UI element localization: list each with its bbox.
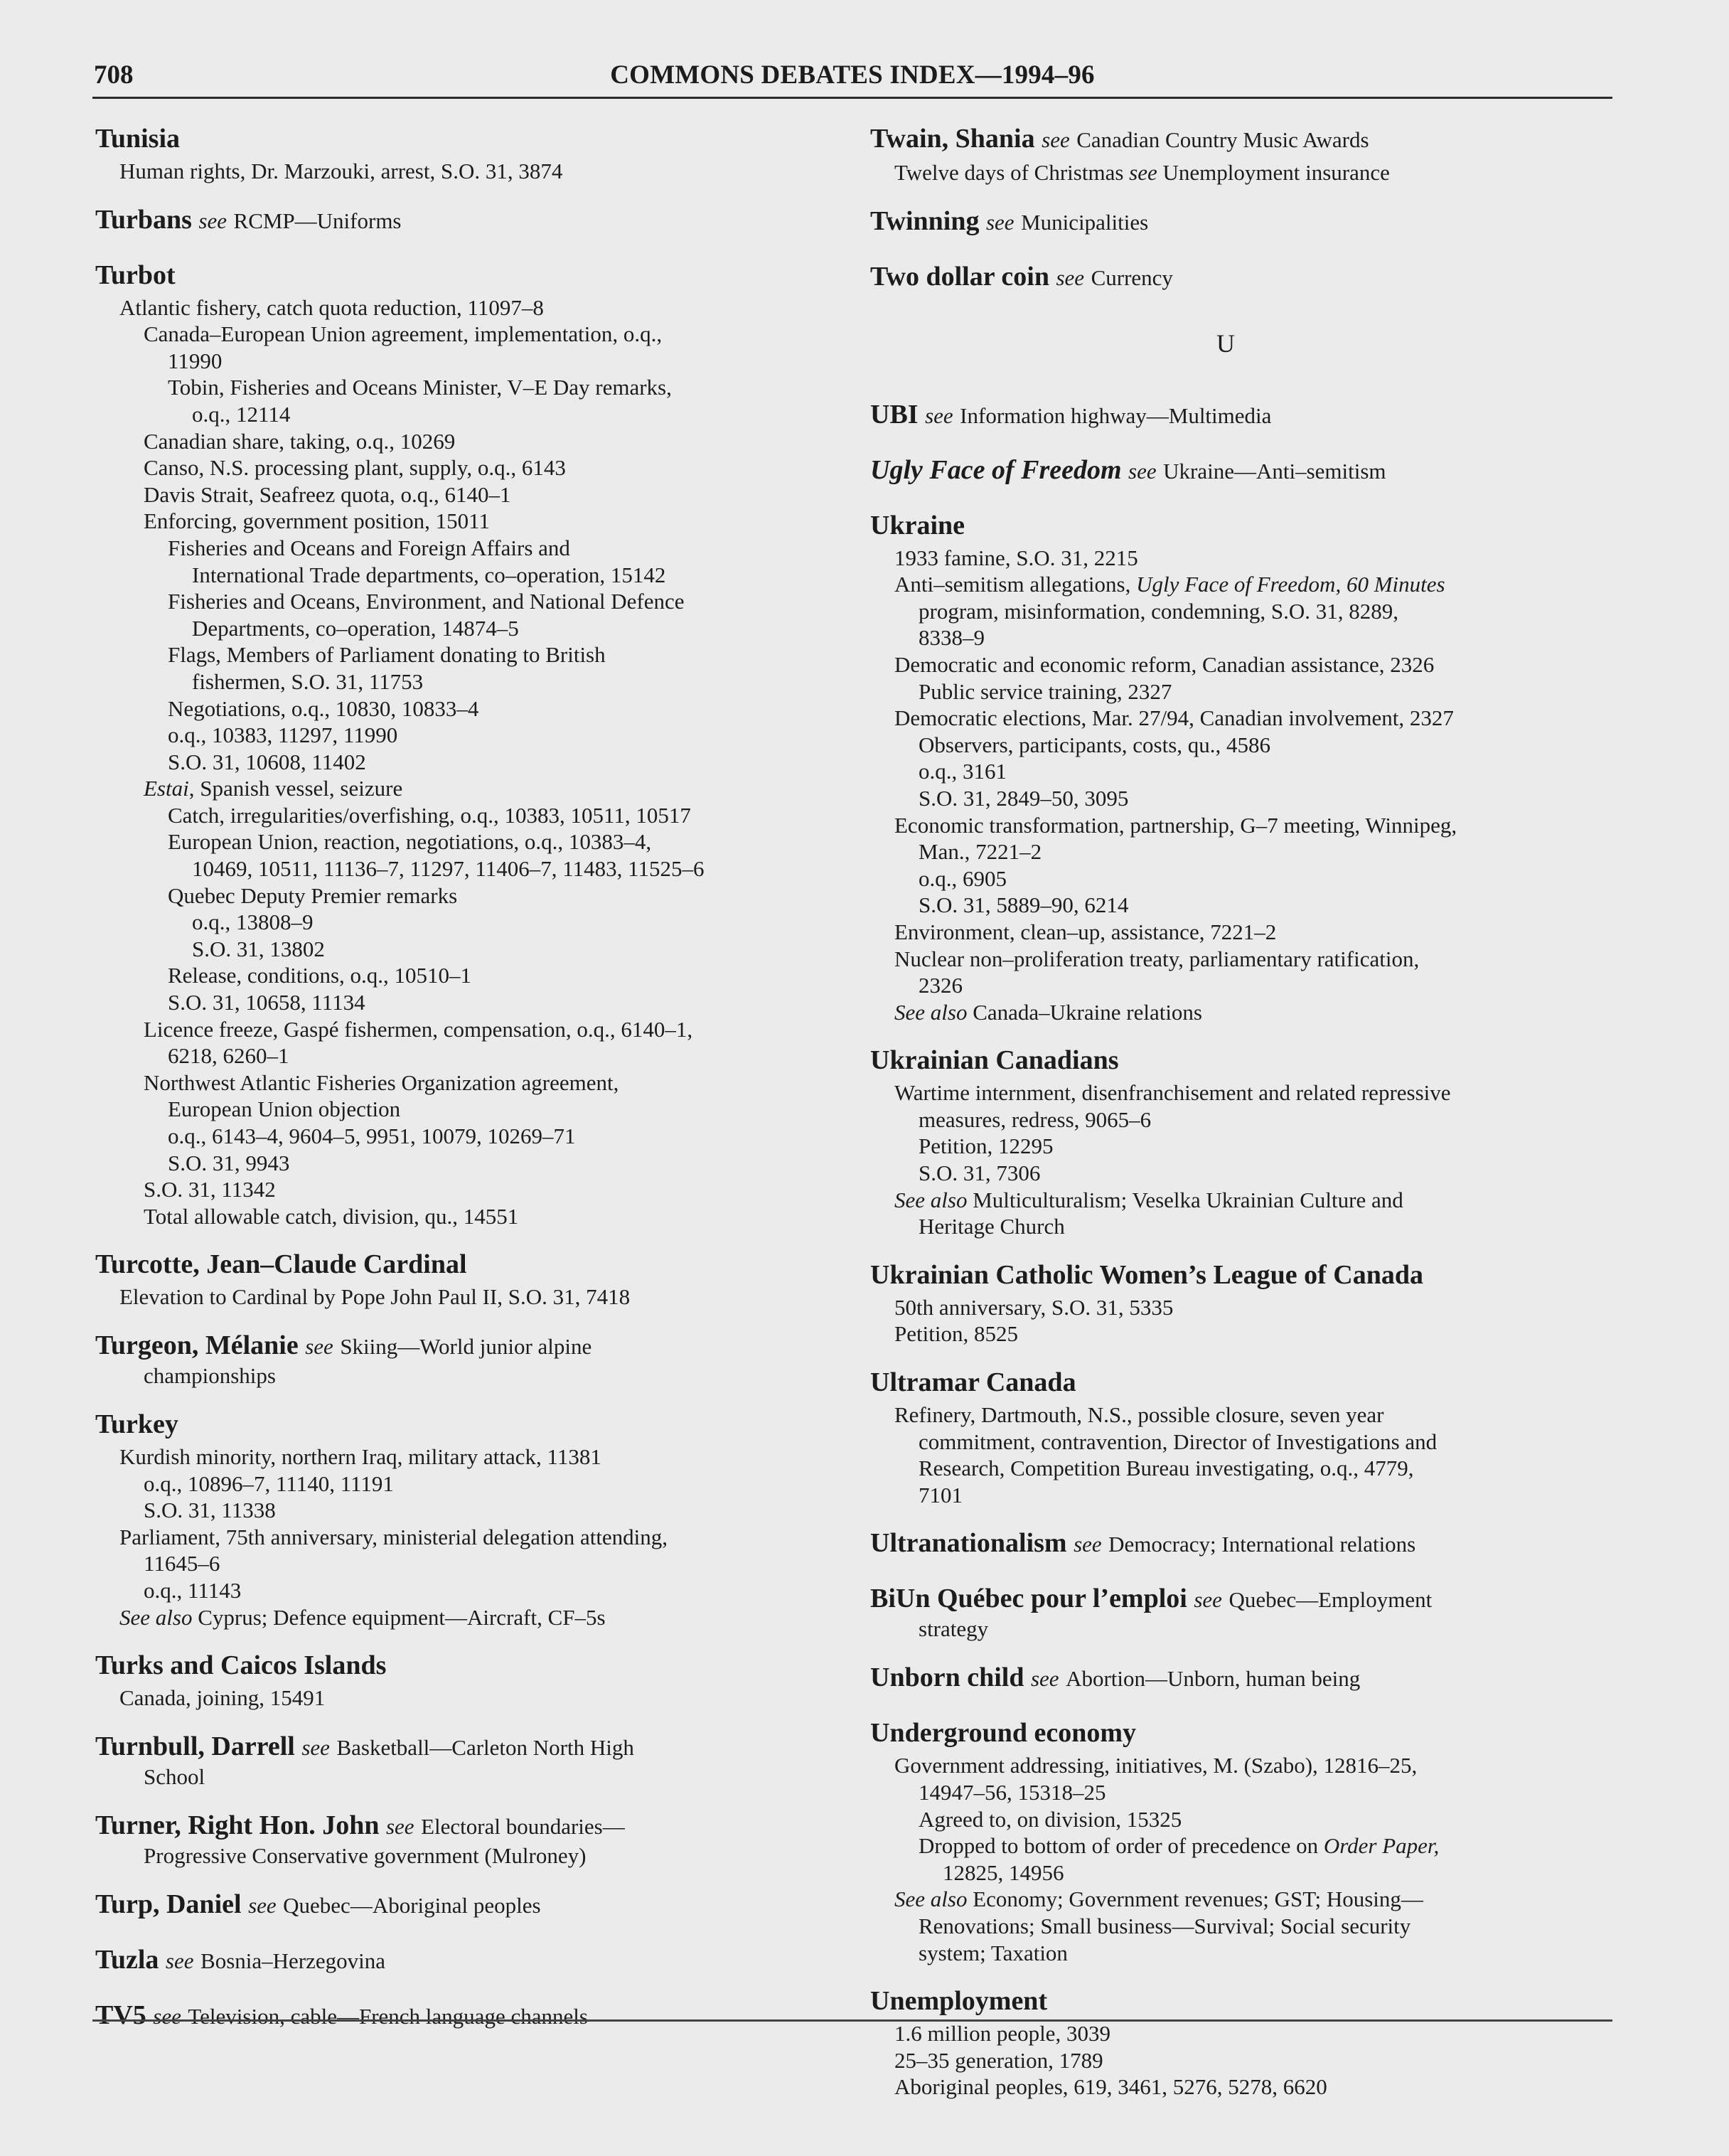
index-entry-ubi — [870, 395, 1581, 435]
headword: Unborn child — [870, 1663, 1024, 1693]
subentry: 12825, 14956 — [943, 1859, 1064, 1885]
subentry: S.O. 31, 10658, 11134 — [168, 990, 365, 1015]
cross-reference: Quebec—Employment — [1228, 1587, 1433, 1613]
cross-reference: Unemployment insurance — [1157, 160, 1390, 185]
subentry: Wartime internment, disenfranchisement and related repressive — [894, 1080, 1451, 1106]
index-entry-ugly-face — [870, 451, 1581, 491]
headword: Turner, Right Hon. John — [95, 1810, 380, 1840]
subentry: Enforcing, government position, 15011 — [144, 508, 491, 534]
subentry: commitment, contravention, Director of Investigations and — [919, 1429, 1438, 1454]
cross-reference: Abortion—Unborn, human being — [1066, 1666, 1361, 1692]
index-entry-unemployment — [870, 1982, 1581, 2101]
headword: Turks and Caicos Islands — [95, 1650, 387, 1681]
subentry: S.O. 31, 9943 — [168, 1150, 290, 1175]
index-entry-tunisia — [95, 119, 813, 185]
subentry: o.q., 6143–4, 9604–5, 9951, 10079, 10269–71 — [168, 1124, 576, 1148]
subentry: Canada–European Union agreement, implementation, o.q., — [144, 321, 663, 347]
index-entry-turcotte — [95, 1245, 813, 1311]
see-also-targets: Economy; Government revenues; GST; Housing— — [967, 1886, 1423, 1912]
subentry: Fisheries and Oceans, Environment, and National Defence — [168, 589, 685, 614]
subentry-text: , Spanish vessel, seizure — [188, 776, 403, 801]
see-reference: see — [165, 1948, 194, 1973]
index-entry-turner — [95, 1806, 813, 1869]
subentry: o.q., 10896–7, 11140, 11191 — [144, 1471, 394, 1496]
subentry: Kurdish minority, northern Iraq, military attack, 11381 — [119, 1443, 601, 1469]
see-reference: see — [1128, 458, 1157, 484]
subentry: 11990 — [168, 348, 223, 373]
headword: Turkey — [95, 1409, 178, 1439]
cross-reference: Currency — [1091, 265, 1173, 290]
headword: Unemployment — [870, 1986, 1048, 2017]
see-reference: see — [1042, 127, 1070, 152]
subentry: S.O. 31, 11342 — [144, 1177, 276, 1202]
cross-reference: Canadian Country Music Awards — [1076, 127, 1369, 152]
see-reference: see — [1074, 1532, 1102, 1557]
subentry: Economic transformation, partnership, G–7 meeting, Winnipeg, — [894, 812, 1457, 838]
subentry: European Union, reaction, negotiations, o.q., 10383–4, — [168, 829, 652, 855]
index-entry-turbans — [95, 201, 813, 240]
headword: Turgeon, Mélanie — [95, 1330, 299, 1360]
subentry — [870, 571, 1581, 598]
subentry: Parliament, 75th anniversary, ministerial delegation attending, — [119, 1524, 668, 1549]
index-entry-tv5 — [95, 1996, 813, 2036]
cross-reference: Information highway—Multimedia — [960, 402, 1272, 428]
running-title: COMMONS DEBATES INDEX—1994–96 — [610, 60, 1095, 90]
subentry: Democratic elections, Mar. 27/94, Canadian involvement, 2327 — [894, 705, 1454, 731]
subentry: Quebec Deputy Premier remarks — [168, 882, 458, 908]
headword: Ukraine — [870, 510, 965, 540]
subentry: Environment, clean–up, assistance, 7221–2 — [894, 919, 1277, 944]
subentry: Catch, irregularities/overfishing, o.q., 10383, 10511, 10517 — [168, 802, 691, 828]
see-reference: see — [1030, 1666, 1059, 1692]
subentry: Agreed to, on division, 15325 — [919, 1806, 1182, 1832]
section-letter: U — [1216, 329, 1235, 358]
subentry: Petition, 8525 — [894, 1321, 1018, 1347]
subentry: 50th anniversary, S.O. 31, 5335 — [894, 1294, 1174, 1320]
subentry: measures, redress, 9065–6 — [919, 1106, 1152, 1132]
subentry: o.q., 3161 — [919, 759, 1007, 784]
headword: Ultranationalism — [870, 1528, 1067, 1559]
index-entry-turks-caicos — [95, 1646, 813, 1712]
page-header — [92, 60, 1612, 99]
cross-reference: Democracy; International relations — [1108, 1532, 1416, 1557]
subentry: Licence freeze, Gaspé fishermen, compensation, o.q., 6140–1, — [144, 1016, 693, 1042]
subentry: S.O. 31, 2849–50, 3095 — [919, 785, 1129, 811]
subentry: 14947–56, 15318–25 — [919, 1780, 1106, 1805]
see-also-targets: Cyprus; Defence equipment—Aircraft, CF–5s — [192, 1604, 606, 1630]
index-entry-turnbull — [95, 1727, 813, 1791]
title-ref: Ugly Face of Freedom, 60 Minutes — [1136, 572, 1445, 597]
subentry: Fisheries and Oceans and Foreign Affairs and — [168, 535, 570, 560]
index-entry-ukraine — [870, 506, 1581, 1026]
see-also-continued: system; Taxation — [919, 1940, 1068, 1965]
see-also — [870, 999, 1581, 1026]
headword: Turnbull, Darrell — [95, 1731, 295, 1761]
index-entry-ukrainian-catholic-womens-league — [870, 1256, 1581, 1348]
subentry: o.q., 6905 — [919, 865, 1007, 891]
subentry: Atlantic fishery, catch quota reduction, 11097–8 — [119, 294, 544, 320]
subentry: 25–35 generation, 1789 — [894, 2047, 1103, 2073]
see-also-targets: Multiculturalism; Veselka Ukrainian Culture and — [967, 1187, 1403, 1212]
see-also-label: See also — [119, 1604, 193, 1630]
see-also-label: See also — [894, 1886, 968, 1912]
subentry: S.O. 31, 10608, 11402 — [168, 749, 366, 774]
subentry: Canada, joining, 15491 — [119, 1685, 326, 1711]
subentry — [870, 159, 1581, 186]
headword: Twinning — [870, 206, 980, 236]
subentry — [95, 775, 813, 802]
cross-reference-continued: strategy — [919, 1616, 989, 1642]
see-also-continued: Renovations; Small business—Survival; Social security — [919, 1913, 1411, 1938]
subentry: Total allowable catch, division, qu., 14551 — [144, 1203, 519, 1229]
subentry: o.q., 11143 — [144, 1577, 242, 1603]
index-entry-ultranationalism — [870, 1524, 1581, 1564]
subentry: 6218, 6260–1 — [168, 1043, 289, 1069]
subentry: Government addressing, initiatives, M. (Szabo), 12816–25, — [894, 1753, 1418, 1778]
subentry: Public service training, 2327 — [919, 678, 1172, 704]
index-column-right — [870, 119, 1581, 2116]
subentry: Research, Competition Bureau investigating, o.q., 4779, — [919, 1456, 1414, 1481]
subentry: Canso, N.S. processing plant, supply, o.q., 6143 — [144, 455, 566, 481]
headword: BiUn Québec pour l’emploi — [870, 1584, 1187, 1614]
subentry: Canadian share, taking, o.q., 10269 — [144, 428, 456, 454]
headword: Ugly Face of Freedom — [870, 454, 1122, 485]
subentry: Refinery, Dartmouth, N.S., possible closure, seven year — [894, 1402, 1384, 1428]
subentry: 7101 — [919, 1482, 963, 1507]
see-reference: see — [305, 1333, 333, 1359]
headword: TV5 — [95, 2000, 146, 2030]
subentry-text: Twelve days of Christmas — [894, 160, 1130, 185]
headword: Ukrainian Catholic Women’s League of Canada — [870, 1259, 1424, 1290]
subentry: Democratic and economic reform, Canadian assistance, 2326 — [894, 651, 1435, 677]
see-also-continued: Heritage Church — [919, 1214, 1065, 1239]
subentry: Aboriginal peoples, 619, 3461, 5276, 5278, 6620 — [894, 2074, 1327, 2100]
cross-reference: Ukraine—Anti–semitism — [1163, 458, 1386, 484]
bottom-rule — [92, 2019, 1612, 2022]
subentry: S.O. 31, 13802 — [192, 936, 325, 961]
see-reference: see — [198, 208, 228, 233]
page-number: 708 — [94, 60, 134, 90]
subentry: Observers, participants, costs, qu., 4586 — [919, 732, 1271, 757]
cross-reference-continued: School — [144, 1763, 205, 1789]
subentry: 8338–9 — [919, 625, 985, 651]
subentry: S.O. 31, 5889–90, 6214 — [919, 892, 1129, 918]
headword: Ukrainian Canadians — [870, 1045, 1119, 1076]
title-ref: Order Paper, — [1323, 1833, 1440, 1859]
subentry: o.q., 13808–9 — [192, 909, 314, 935]
see-also — [870, 1886, 1581, 1913]
index-entry-biun-quebec — [870, 1579, 1581, 1643]
headword: Turcotte, Jean–Claude Cardinal — [95, 1249, 467, 1280]
index-entry-turgeon — [95, 1326, 813, 1389]
subentry: Release, conditions, o.q., 10510–1 — [168, 963, 472, 988]
index-entry-twinning — [870, 202, 1581, 242]
see-reference: see — [153, 2003, 181, 2029]
see-label: see — [1129, 160, 1157, 185]
see-reference: see — [301, 1734, 330, 1760]
subentry: o.q., 12114 — [192, 401, 291, 427]
subentry: 11645–6 — [144, 1551, 220, 1576]
subentry: Departments, co–operation, 14874–5 — [192, 615, 519, 641]
headword: UBI — [870, 399, 919, 429]
subentry: S.O. 31, 7306 — [919, 1160, 1041, 1186]
headword: Turbot — [95, 260, 176, 290]
subentry: Davis Strait, Seafreez quota, o.q., 6140–1 — [144, 481, 511, 507]
subentry: Elevation to Cardinal by Pope John Paul II, S.O. 31, 7418 — [119, 1284, 631, 1310]
subentry: 1.6 million people, 3039 — [894, 2021, 1110, 2046]
subentry: 2326 — [919, 973, 963, 998]
subentry-text: Dropped to bottom of order of precedence on — [919, 1833, 1324, 1859]
subentry: Petition, 12295 — [919, 1133, 1054, 1159]
headword: Ultramar Canada — [870, 1367, 1076, 1398]
index-entry-underground-economy — [870, 1714, 1581, 1966]
cross-reference: Television, cable—French language channels — [188, 2003, 588, 2029]
cross-reference: Municipalities — [1021, 209, 1149, 235]
headword: Turbans — [95, 204, 192, 235]
subentry: Tobin, Fisheries and Oceans Minister, V–E Day remarks, — [168, 375, 672, 400]
headword: Tunisia — [95, 124, 181, 154]
subentry: International Trade departments, co–operation, 15142 — [192, 562, 666, 587]
subentry: fishermen, S.O. 31, 11753 — [192, 668, 424, 694]
subentry-text: Anti–semitism allegations, — [894, 572, 1137, 597]
see-reference: see — [248, 1892, 277, 1918]
cross-reference: Bosnia–Herzegovina — [200, 1948, 385, 1973]
see-reference: see — [1056, 265, 1085, 290]
cross-reference: RCMP—Uniforms — [233, 208, 402, 233]
subentry: Northwest Atlantic Fisheries Organization agreement, — [144, 1069, 619, 1095]
headword: Tuzla — [95, 1944, 159, 1975]
index-entry-ultramar — [870, 1363, 1581, 1508]
see-also — [870, 1187, 1581, 1214]
subentry: 1933 famine, S.O. 31, 2215 — [894, 545, 1138, 570]
cross-reference: Electoral boundaries— — [421, 1813, 625, 1839]
cross-reference: Skiing—World junior alpine — [340, 1333, 592, 1359]
index-entry-turkey — [95, 1405, 813, 1631]
subentry: o.q., 10383, 11297, 11990 — [168, 722, 398, 748]
cross-reference-continued: championships — [144, 1362, 276, 1388]
subentry — [870, 1832, 1581, 1859]
see-also-targets: Canada–Ukraine relations — [967, 999, 1202, 1025]
subentry: Flags, Members of Parliament donating to British — [168, 642, 606, 668]
index-entry-unborn-child — [870, 1658, 1581, 1698]
subentry: Man., 7221–2 — [919, 839, 1042, 865]
cross-reference-continued: Progressive Conservative government (Mulroney) — [144, 1842, 587, 1868]
index-entry-two-dollar-coin — [870, 257, 1581, 297]
see-also-label: See also — [894, 1187, 968, 1212]
index-entry-tuzla — [95, 1941, 813, 1980]
headword: Turp, Daniel — [95, 1889, 242, 1919]
see-reference: see — [385, 1813, 414, 1839]
vessel-name: Estai — [144, 776, 189, 801]
subentry: European Union objection — [168, 1096, 401, 1122]
headword: Twain, Shania — [870, 124, 1035, 154]
index-entry-twain — [870, 119, 1581, 186]
see-reference: see — [925, 402, 953, 428]
subentry: Negotiations, o.q., 10830, 10833–4 — [168, 695, 479, 721]
see-reference: see — [985, 209, 1015, 235]
subentry: program, misinformation, condemning, S.O. 31, 8289, — [919, 598, 1399, 624]
index-entry-ukrainian-canadians — [870, 1041, 1581, 1240]
see-also — [95, 1604, 813, 1631]
headword: Underground economy — [870, 1718, 1137, 1749]
subentry: Human rights, Dr. Marzouki, arrest, S.O. 31, 3874 — [119, 159, 563, 183]
index-column-left — [95, 119, 813, 2051]
subentry: S.O. 31, 11338 — [144, 1498, 276, 1523]
cross-reference: Basketball—Carleton North High — [336, 1734, 634, 1760]
index-entry-turp — [95, 1885, 813, 1925]
see-reference: see — [1194, 1587, 1222, 1613]
headword: Two dollar coin — [870, 261, 1049, 292]
subentry: Nuclear non–proliferation treaty, parliamentary ratification, — [894, 946, 1420, 971]
see-also-label: See also — [894, 999, 968, 1025]
subentry: 10469, 10511, 11136–7, 11297, 11406–7, 11483, 11525–6 — [192, 856, 705, 882]
index-entry-turbot — [95, 256, 813, 1230]
cross-reference: Quebec—Aboriginal peoples — [283, 1892, 541, 1918]
